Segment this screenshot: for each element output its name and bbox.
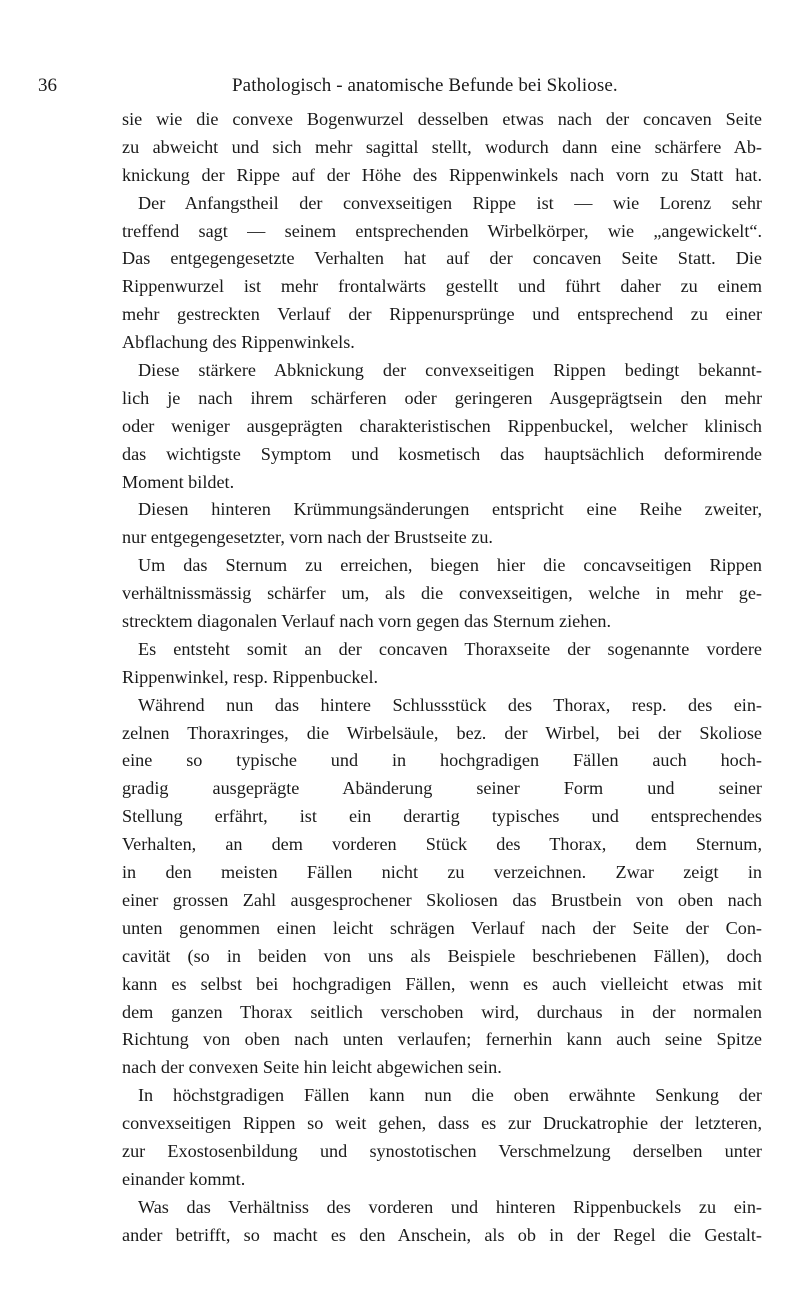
text-line: Rippenwinkel, resp. Rippenbuckel. — [122, 666, 379, 687]
text-line: Richtung von oben nach unten verlaufen; fernerhin kann auch seine Spitze — [122, 1029, 762, 1050]
text-line: einander kommt. — [122, 1168, 246, 1189]
text-line: Abflachung des Rippenwinkels. — [122, 332, 355, 353]
paragraph — [122, 636, 762, 692]
text-line: strecktem diagonalen Verlauf nach vorn gegen das Sternum ziehen. — [122, 611, 612, 632]
text-line: unten genommen einen leicht schrägen Verlauf nach der Seite der Con- — [122, 917, 762, 938]
text-line: zelnen Thoraxringes, die Wirbelsäule, bez. der Wirbel, bei der Skoliose — [122, 722, 762, 743]
text-line: Was das Verhältniss des vorderen und hinteren Rippenbuckels zu ein- — [138, 1196, 762, 1217]
text-line: ander betrifft, so macht es den Anschein, als ob in der Regel die Gestalt- — [122, 1224, 762, 1245]
text-line: Diesen hinteren Krümmungsänderungen entspricht eine Reihe zweiter, — [138, 499, 762, 520]
text-line: lich je nach ihrem schärferen oder geringeren Ausgeprägtsein den mehr — [122, 387, 762, 408]
paragraph — [122, 106, 762, 357]
text-line: verhältnissmässig schärfer um, als die convexseitigen, welche in mehr ge- — [122, 583, 762, 604]
text-line: eine so typische und in hochgradigen Fällen auch hoch- — [122, 750, 762, 771]
text-line: Diese stärkere Abknickung der convexseitigen Rippen bedingt bekannt- — [138, 360, 762, 381]
page-number: 36 — [38, 75, 57, 96]
paragraph — [122, 692, 762, 1082]
paragraph — [122, 496, 762, 552]
text-line: cavität (so in beiden von uns als Beispiele beschriebenen Fällen), doch — [122, 945, 762, 966]
text-line: oder weniger ausgeprägten charakteristischen Rippenbuckel, welcher klinisch — [122, 415, 762, 436]
text-line: gradig ausgeprägte Abänderung seiner Form und seiner — [122, 778, 762, 799]
paragraph — [122, 1194, 762, 1250]
text-line: kann es selbst bei hochgradigen Fällen, wenn es auch vielleicht etwas mit — [122, 973, 762, 994]
text-line: knickung der Rippe auf der Höhe des Rippenwinkels nach vorn zu Statt hat. — [122, 164, 762, 185]
text-line: sie wie die convexe Bogenwurzel desselben etwas nach der concaven Seite — [122, 109, 762, 129]
text-line: zu abweicht und sich mehr sagittal stellt, wodurch dann eine schärfere Ab- — [122, 136, 762, 157]
running-head: Pathologisch - anatomische Befunde bei Skoliose. — [232, 75, 618, 96]
text-line: Um das Sternum zu erreichen, biegen hier die concavseitigen Rippen — [138, 555, 762, 576]
text-line: dem ganzen Thorax seitlich verschoben wird, durchaus in der normalen — [122, 1001, 762, 1022]
text-line: Stellung erfährt, ist ein derartig typisches und entsprechendes — [122, 806, 762, 827]
text-line: Moment bildet. — [122, 471, 235, 492]
text-line: mehr gestreckten Verlauf der Rippenursprünge und entsprechend zu einer — [122, 304, 762, 325]
body-text — [122, 106, 762, 1250]
text-line: nur entgegengesetzter, vorn nach der Brustseite zu. — [122, 527, 493, 548]
text-line: Rippenwurzel ist mehr frontalwärts gestellt und führt daher zu einem — [122, 276, 762, 297]
text-line: convexseitigen Rippen so weit gehen, dass es zur Druckatrophie der letzteren, — [122, 1113, 762, 1134]
text-line: In höchstgradigen Fällen kann nun die oben erwähnte Senkung der — [138, 1085, 762, 1106]
paragraph — [122, 1082, 762, 1194]
text-line: treffend sagt — seinem entsprechenden Wirbelkörper, wie „angewickelt“. — [122, 220, 762, 241]
text-line: Der Anfangstheil der convexseitigen Rippe ist — wie Lorenz sehr — [138, 192, 762, 213]
text-line: einer grossen Zahl ausgesprochener Skoliosen das Brustbein von oben nach — [122, 889, 762, 910]
text-line: nach der convexen Seite hin leicht abgewichen sein. — [122, 1057, 502, 1078]
paragraph — [122, 357, 762, 496]
text-line: Es entsteht somit an der concaven Thoraxseite der sogenannte vordere — [138, 638, 762, 659]
text-line: in den meisten Fällen nicht zu verzeichnen. Zwar zeigt in — [122, 862, 762, 883]
text-line: das wichtigste Symptom und kosmetisch das hauptsächlich deformirende — [122, 443, 762, 464]
text-line: zur Exostosenbildung und synostotischen Verschmelzung derselben unter — [122, 1140, 762, 1161]
text-line: Verhalten, an dem vorderen Stück des Thorax, dem Sternum, — [122, 834, 762, 855]
text-line: Das entgegengesetzte Verhalten hat auf der concaven Seite Statt. Die — [122, 248, 762, 269]
text-line: Während nun das hintere Schlussstück des Thorax, resp. des ein- — [138, 694, 762, 715]
paragraph — [122, 552, 762, 636]
